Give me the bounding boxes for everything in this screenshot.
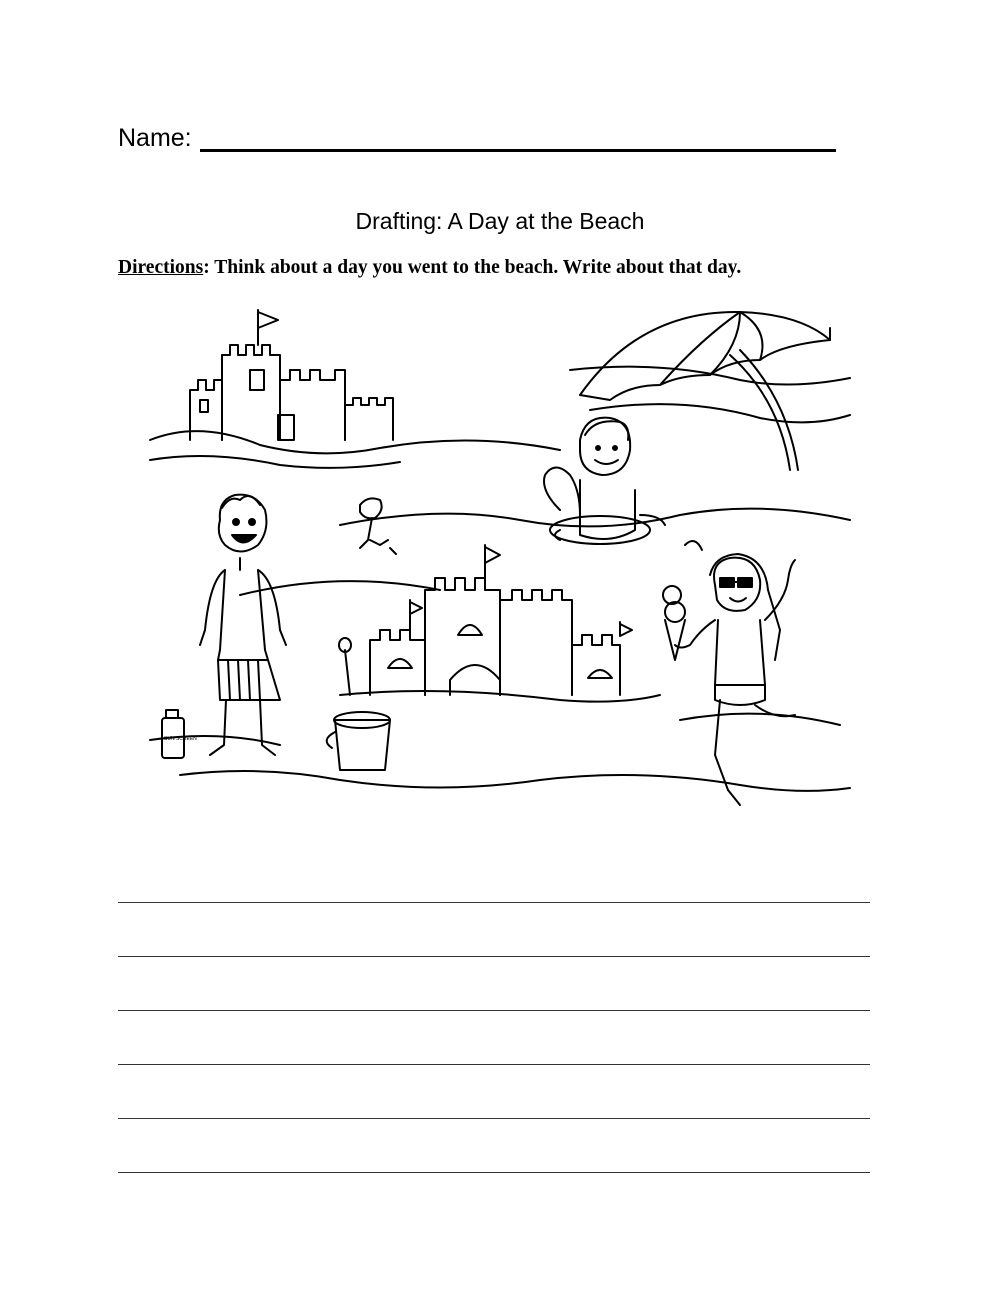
directions-label: Directions — [118, 257, 204, 278]
writing-line[interactable] — [118, 956, 870, 957]
kid-with-float — [544, 418, 702, 550]
writing-line[interactable] — [118, 1064, 870, 1065]
back-sandcastle — [190, 310, 393, 440]
directions-colon: : — [203, 257, 210, 278]
writing-line[interactable] — [118, 1118, 870, 1119]
writing-line[interactable] — [118, 1172, 870, 1173]
directions-text: Think about a day you went to the beach. Write about that day. — [209, 257, 742, 278]
writing-line[interactable] — [118, 902, 870, 903]
writing-line[interactable] — [118, 1010, 870, 1011]
girl-right — [663, 554, 795, 805]
sunscreen-label: SUN SCREEN — [164, 736, 197, 742]
name-label: Name: — [118, 124, 192, 152]
name-blank-line[interactable] — [200, 125, 836, 152]
beach-umbrella — [580, 312, 830, 470]
worksheet-title: Drafting: A Day at the Beach — [355, 208, 645, 234]
beach-scene-illustration — [140, 300, 860, 845]
main-sandcastle — [340, 545, 660, 702]
directions — [118, 256, 898, 280]
name-row — [118, 112, 848, 152]
small-fish — [360, 498, 396, 554]
shovel-and-bucket — [327, 638, 390, 770]
sunscreen-bottle — [162, 710, 184, 758]
boy-left — [200, 495, 286, 755]
